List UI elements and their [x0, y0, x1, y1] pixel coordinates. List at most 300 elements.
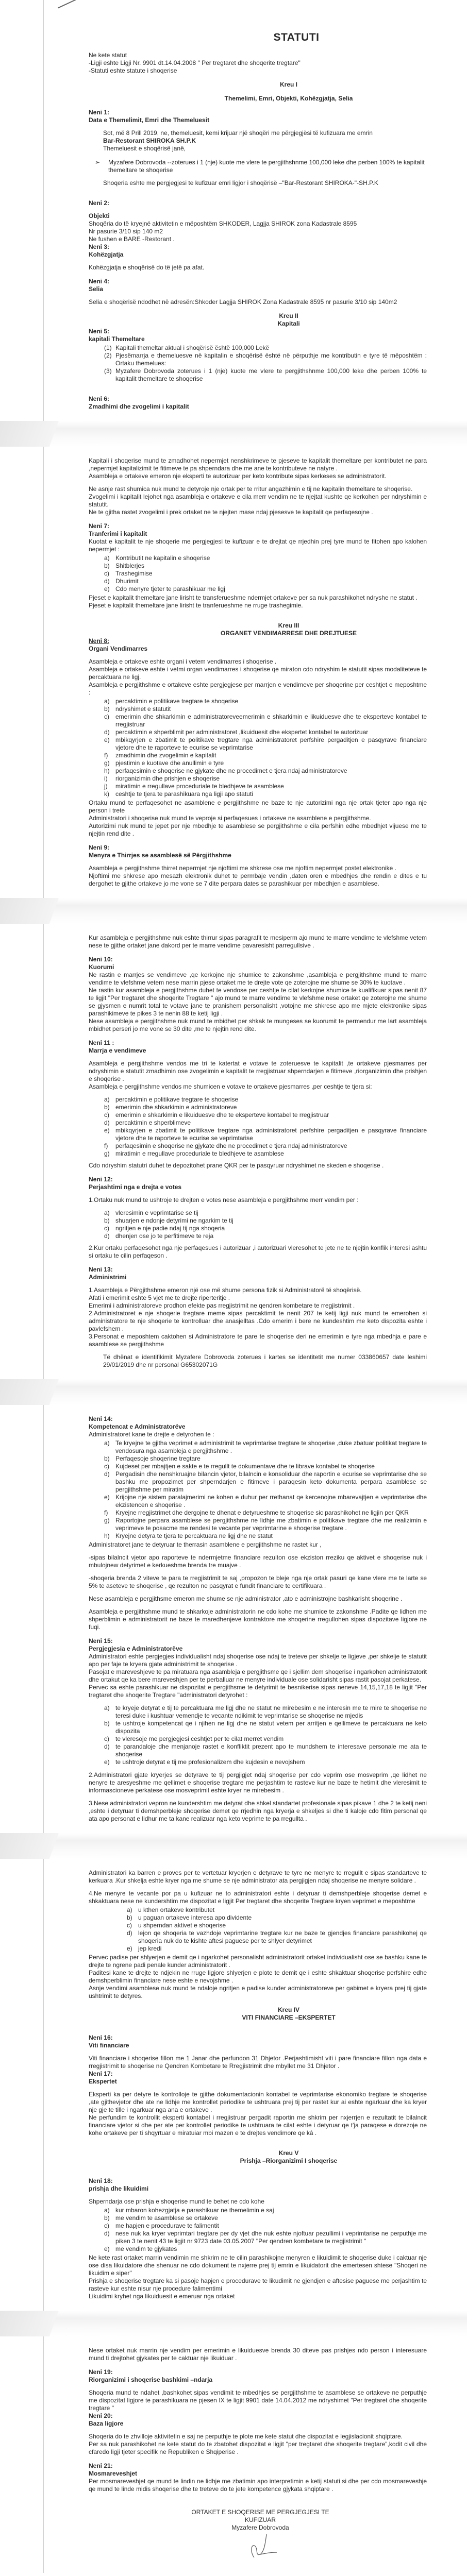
article-title: Kohëzgjatja [89, 251, 124, 258]
enumerated-list [89, 1209, 427, 1240]
signature-stroke [252, 2534, 277, 2557]
list-marker: c) [104, 570, 109, 577]
article-title: Objekti [89, 212, 110, 219]
paragraph: Selia e shoqërisë ndodhet në adresën:Shkoder Lagjja SHIROK Zona Kadastrale 8595 nr pasurie 3/10 sip 140m2 [89, 298, 397, 306]
page-5 [89, 1859, 427, 2311]
paragraph: Kohëzgjatja e shoqërisë do të jetë pa afat. [89, 264, 205, 271]
list-item [89, 562, 427, 570]
article-number: Neni 14: [89, 1415, 113, 1422]
page-break [0, 1379, 467, 1405]
list-item-text: percaktimin e shperblimit per administratoret ,likuiduesit dhe ekspertet kontabel te autorizuar [115, 728, 369, 736]
paragraph: Kapitali i shoqerise mund te zmadhohet nepermjet nenshkrimeve te pjeseve te kapitalit themeltare per kontributet ne para ,nepermjet kapitalizimit te fitimeve te pa shperndara dhe me ane te kontributeve ne natyre . [89, 457, 427, 472]
article-number: Neni 11 : [89, 1039, 114, 1046]
enumerated-list [89, 2207, 427, 2253]
list-item [89, 1119, 427, 1127]
list-item-text: Pjesëmarrja e themeluesve në kapitalin e shoqërisë është në përputhje me kontributin e tyre të mëposhtëm : Ortaku themelues: [115, 352, 427, 367]
paragraph: Autorizimi nuk mund te jepet per nje mbedhje te asamblese se pergjithshme e cila perfshin edhe mbedhjet vijuese me te njejtin rend dite . [89, 822, 427, 837]
article-heading [89, 2368, 427, 2384]
handwritten-signature [240, 2532, 281, 2563]
list-item-text: Kontributit ne kapitalin e shoqerise [115, 554, 210, 562]
article-title: Pergjegjesia e Administratorëve [89, 1645, 183, 1652]
list-marker: f) [104, 1142, 108, 1149]
paragraph: Pjeset e kapitalit themeltare jane lirisht te transferueshme ndermjet ortakeve per sa nuk parashikohet ndryshe ne statut . [89, 594, 418, 601]
list-item-text: vleresimin e veprimtarise se tij [115, 1209, 198, 1216]
paragraph: Ne kete statut [89, 52, 127, 59]
paragraph: Ne kete rast ortaket marrin vendimin me shkrim ne te cilin parashikojne menyren e likuidimit te shoqerise duke i caktuar nje ose disa likuidatore dhe shenuar ne cdo dokument te nxjerre prej tij emrin e likuidatorit dhe emertesen shtese "Shoqeri ne likuidim e siper" [89, 2254, 427, 2277]
article-title: Tranferimi i kapitalit [89, 530, 147, 537]
article-title: prishja dhe likuidimi [89, 2185, 149, 2192]
list-marker: a) [104, 1439, 110, 1447]
article-title: Administrimi [89, 1274, 127, 1281]
article-number: Neni 6: [89, 395, 110, 402]
paragraph: Të dhënat e identifikimit Myzafere Dobrovoda zoterues i kartes se identitetit me numer 033860657 date leshimi 29/01/2019 dhe nr personal G65302071G [103, 1353, 427, 1368]
list-item [89, 1704, 427, 1720]
list-item [89, 1906, 427, 1914]
paragraph: 4.Ne menyre te vecante por pa u kufizuar ne to administratori eshte i detyruar ti demshperbleje shoqerise demet e shkaktuara nese ne kundershtim me dispozitat e ligjit Per tregtaret dhe shoqerite Tregtare kryen veprimet e meposhtme [89, 1890, 427, 1905]
list-marker: b) [104, 1217, 110, 1224]
paragraph: Emerimi i administratoreve prodhon efekte pas rregjistrimit ne qendren kombetare te rregjistrimit . [89, 1302, 355, 1309]
scan-page-edge [43, 0, 44, 2573]
paragraph: Eksperti ka per detyre te kontrolloje te gjithe dokumentacionin kontabel te veprimtarise ekonomiko tregtare te shoqerise ,ate gjithevjetor dhe ate ne lidhje me kontrollet periodike te ushtruara prej tij per rastet kur ai eshte ngarkuar dhe ka kryer nje gje te tille i ngarkuar nga ana e ortakeve . [89, 2091, 427, 2113]
list-item-text: mbikqyrjen e zbatimit te politikave tregtare nga administratoret perfshire pergaditjen e pasqyrave financiare vjetore dhe te raporteve te ecurise se veprimtarise [115, 1127, 427, 1142]
list-marker: f) [104, 752, 108, 759]
article-title: Marrja e vendimeve [89, 1047, 146, 1054]
list-item [89, 1720, 427, 1735]
list-item-text: ceshtje te tjera te parashikuara nga ligji apo statuti [115, 790, 253, 798]
list-item [89, 1104, 427, 1111]
article-heading [89, 844, 427, 859]
article-title: Perjashtimi nga e drejta e votes [89, 1183, 182, 1191]
list-marker: a) [104, 698, 110, 705]
list-marker: b) [104, 2214, 110, 2222]
list-item-text: emerimin e shkarkimin e likuiduesve dhe te eksperteve kontabel te rregjistruar [115, 1111, 329, 1118]
paragraph: Shoqeria eshte me pergjegjesi te kufizuar emri ligjor i shoqërisë –"Bar-Restorant SHIROKA-"-SH.P.K [103, 179, 378, 187]
article-heading [89, 1176, 427, 1191]
list-marker: c) [104, 713, 109, 720]
list-item [89, 775, 427, 783]
paragraph: Sot, më 8 Prill 2019, ne, themeluesit, kemi krijuar një shoqëri me përgjegjësi të kufizuara me emrin [103, 129, 373, 137]
paragraph: -Ligji eshte Ligji Nr. 9901 dt.14.04.2008 " Per tregtaret dhe shoqerite tregtare" [89, 59, 301, 66]
article-heading [89, 2412, 427, 2428]
list-marker: d) [104, 1470, 110, 1478]
paragraph: Ortaku mund te perfaqesohet ne asamblene e pergjithshme ne baze te nje autorizimi nga nje ortak tjeter apo nga nje person i trete [89, 799, 427, 814]
page-break [0, 2311, 467, 2336]
paragraph: Shperndarja ose prishja e shoqerise mund te behet ne cdo kohe [89, 2198, 264, 2205]
article-number: Neni 16: [89, 2034, 113, 2041]
list-marker: e) [104, 736, 110, 743]
list-item-text: u kthen ortakeve kontributet [138, 1906, 215, 1913]
list-item-text: Raportojne perpara asamblese se pergjithshme ne lidhje me zbatimin e politikave tregtare dhe me realizimin e veprimeve te posacme me rendesi te vecante per veprimtarine e shoqerise tregtare . [115, 1517, 427, 1532]
list-marker: b) [104, 562, 110, 569]
list-marker: (1) [104, 344, 112, 351]
chapter-heading: Kreu IV [277, 2006, 299, 2013]
paragraph: Asnje vendimi asamblese nuk mund te ndaloje ngritjen e padise kunder administratoreve per gabimet e kryera prej tij gjate ushtrimit te detyres. [89, 1985, 427, 1999]
list-marker: b) [104, 1104, 110, 1111]
enumerated-list [89, 698, 427, 798]
list-item [89, 1142, 427, 1150]
list-item [89, 1111, 427, 1119]
list-item-text: Cdo menyre tjeter te parashikuar me ligj [115, 585, 225, 592]
article-heading [89, 395, 427, 411]
list-marker: e) [104, 1127, 110, 1134]
list-item [89, 344, 427, 352]
list-item-text: ngritjen e nje padie ndaj tij nga shoqeria [115, 1225, 225, 1232]
signature-heading: ORTAKET E SHOQERISE ME PERGJEGJESI TE KUFIZUAR [191, 2509, 329, 2523]
article-title: Mosmareveshjet [89, 2470, 138, 2477]
paragraph: Nese ortaket nuk marrin nje vendim per emerimin e likuiduesve brenda 30 diteve pas prishjes ndo person i interesuare mund ti drejtohet gjykates per te caktuar nje likuiduar . [89, 2347, 427, 2362]
paragraph: Nese asambleja e pergjithsme emeron me shume se nje administrator ,ato e administrojne bashkarisht shoqerine . [89, 1595, 403, 1602]
list-item [89, 728, 427, 736]
list-marker: d) [104, 728, 110, 736]
list-item-text: Kryejne rregjistrimet dhe dergojne te dhenat e detyrueshme te shoqerise sic parashikohet ne ligjin per QKR [115, 1509, 409, 1516]
list-item-text: Dhurimit [115, 578, 139, 585]
list-item [89, 790, 427, 798]
list-item-text: kur mbaron kohezgjatja e parashikuar ne themelimin e saj [115, 2207, 274, 2214]
paragraph: Asambleja e pergjithshme e ortakeve eshte pergjegjese per marrjen e vendimeve per shoqerine per ceshtjet e meposhtme : [89, 681, 427, 696]
list-marker: (3) [104, 367, 112, 375]
list-item-text: ndryshimet e statutit [115, 705, 171, 713]
article-number: Neni 19: [89, 2368, 113, 2376]
article-number: Neni 1: [89, 109, 110, 116]
article-heading [89, 637, 427, 653]
list-marker: c) [104, 1463, 109, 1470]
list-marker: (2) [104, 352, 112, 359]
article-number: Neni 9: [89, 844, 110, 851]
article-title: Riorganizimi i shoqerise bashkimi –ndarja [89, 2376, 213, 2383]
article-heading [89, 1637, 427, 1653]
page-break [0, 1833, 467, 1859]
list-item-text: u paguan ortakeve interesa apo dividente [138, 1914, 252, 1921]
list-item [89, 1743, 427, 1758]
article-heading [89, 1266, 427, 1281]
paragraph: Ne rastin e marrjes se vendimeve ,qe kerkojne nje shumice te zakonshme ,asambleja e pergjithshme mund te marre vendime te vlefshme vetem nese marrin pjese ortaket me te drejte vote qe zoterojne me shume se 30% te kuotave . [89, 971, 427, 986]
list-item-text: me vendim te gjykates [115, 2245, 177, 2252]
list-marker: a) [127, 1906, 132, 1913]
list-marker: f) [104, 1509, 108, 1516]
list-item [89, 1209, 427, 1217]
list-marker: c) [104, 1735, 109, 1742]
list-item-text: lejon qe shoqeria te vazhdoje veprimtarine tregtare kur ne baze te gjendjes financiare parashikohej qe shoqeria nuk do te kishte aftesi paguese per te shlyer detyrimet [138, 1929, 427, 1944]
list-item [89, 554, 427, 562]
enumerated-list [89, 1439, 427, 1540]
list-item [89, 1494, 427, 1509]
list-item [89, 1517, 427, 1532]
article-title: Kompetencat e Administratorëve [89, 1423, 186, 1430]
article-heading [89, 2462, 427, 2478]
article-title: Data e Themelimit, Emri dhe Themeluesit [89, 116, 210, 124]
paragraph: 1.Asambleja e Përgjithshme emeron një ose më shume persona fizik si Administratorë të shoqërisë. [89, 1286, 362, 1294]
list-item [89, 2230, 427, 2245]
list-item [89, 1922, 427, 1929]
list-marker: j) [104, 783, 108, 790]
article-heading [89, 2034, 427, 2049]
paragraph: Afati i emerimit eshte 5 vjet me te drejte riperteritje . [89, 1294, 230, 1301]
list-item-text: me hapjen e procedurave te falimentit [115, 2222, 219, 2229]
page-break [0, 898, 467, 924]
paragraph: Pervec sa eshte parashikuar ne dispozitat e pergjithsme te detyrimit te besnikerise sipas neneve 14,15,17,18 te ligjit "Per tregtaret dhe shoqerite Tregtare "administratori detyrohet : [89, 1684, 427, 1699]
paragraph: 2.Administratori gjate kryerjes se detyrave te tij pergjigjet ndaj shoqerise per cdo veprim ose mosveprim ,qe lidhet ne nenyre te aresyeshme me qellimet e shoqerise tregtare me perjashtim te rasteve kur ne baze te hetimit dhe vleresimit te informascioneve perkatese ose mosveprimit eshte kryer ne mirebesim . [89, 1771, 427, 1794]
list-marker: h) [104, 767, 110, 774]
paragraph: Shoqeria do te zhvilloje aktivitetin e saj ne perputhje te plote me kete statut dhe dispozitat e legjislacionit shqiptare. [89, 2433, 403, 2440]
list-marker: k) [104, 790, 109, 798]
list-item-text: u shperndan aktivet e shoqerise [138, 1922, 226, 1929]
list-item-text: miratimin e rregullave proceduriale te bledhjeve te asamblese [115, 1150, 284, 1157]
list-marker: d) [127, 1929, 132, 1937]
page-6 [89, 2336, 427, 2573]
paragraph: Per mosmareveshjet qe mund te lindin ne lidhje me zbatimin apo interpretimin e ketij statuti si dhe per cdo mosmareveshje qe mund te linde midis shoqerise dhe te treteve do te jete kompetence gjykata shqiptare . [89, 2478, 427, 2493]
list-marker: b) [104, 1720, 110, 1727]
list-item-text: shuarjen e ndonje detyrimi ne ngarkim te tij [115, 1217, 233, 1224]
list-item [89, 1735, 427, 1743]
article-number: Neni 21: [89, 2462, 113, 2469]
list-item-text: Pergadisin dhe nenshkruajne bilancin vjetor, bilalncin e konsoliduar dhe raportin e ecurise se veprimtarise dhe se bashku me propozimet per shperndarjen e fitimeve i paraqesin keto dokumenta perpara asamblese se pergjithshme per miratim [115, 1470, 427, 1493]
list-marker: a) [104, 2207, 110, 2214]
paragraph: Nese asambleja e pergjithshme nuk mund te mbidhet per shkak te mungeses se kuorumit te permendur me lart asambleja mbidhet perseri jo me vone se 30 dite ,me te njejtin rend dite. [89, 1018, 427, 1032]
list-item-text: percaktimin e shperblimeve [115, 1119, 191, 1126]
document-title: STATUTI [273, 31, 320, 43]
list-item [89, 1096, 427, 1104]
article-number: Neni 4: [89, 278, 110, 285]
article-heading [89, 2070, 427, 2086]
article-title: Kuorumi [89, 963, 114, 971]
paragraph: Pasojat e mareveshjeve te pa miratuara nga asambleja e pergjithsme qe i sjellim dem shoqerise i ngarkohen administratorit dhe ortakut qe ka bere mareveshjen per te perballuar ne menyre individuale ose solidarisht sipas rastit pasojat perkatese. [89, 1668, 427, 1683]
paragraph: Asambleja e ortakeve eshte i vetmi organ vendimarres i shoqerise qe miraton cdo ndryshim te statutit sipas modaliteteve te percaktuara ne ligj. [89, 666, 427, 681]
list-item [89, 1455, 427, 1463]
paragraph: 2.Administratoret e nje shoqerie tregtare meme sipas percaktimit te nenit 207 te ketij ligji nuk mund te emerohen si administratore te nje shoqerie te kontrolluar dhe anasjelltas .Cdo emerim i bere ne kundeshtim me keto dispozita eshte i pavlefshem . [89, 1310, 427, 1332]
paragraph: Shoqëria do të kryejnë aktivitetin e mëposhtëm SHKODER, Lagjja SHIROK zona Kadastrale 8595 [89, 220, 357, 227]
arrow-bullet-icon: ➢ [95, 159, 101, 166]
paragraph: Prishja e shoqerise tregtare ka si pasoje hapjen e procedurave te likudimit ne gjendjen e aftesise paguese me perjashtim te rasteve kur eshte nisur nje procedure falimentimi [89, 2277, 427, 2292]
list-marker: c) [104, 2222, 109, 2229]
paragraph: Asambleja e pergjithshme vendos me shumicen e votave te ortakeve pjesmarres ,per ceshtje te tjera si: [89, 1083, 372, 1090]
list-item-text: riorganizimin dhe prishjen e shoqerise [115, 775, 220, 782]
article-number: Neni 2: [89, 199, 110, 207]
paragraph: Pervec padise per shlyerjen e demit qe i ngarkohet personalisht administratorit ortaket individualisht ose se bashku kane te drejte te ngrene padi penale kunder administratorit . [89, 1954, 427, 1969]
enumerated-list [89, 344, 427, 383]
list-item [89, 1532, 427, 1540]
article-number: Neni 20: [89, 2412, 113, 2419]
list-marker: a) [104, 1704, 110, 1711]
paragraph: -Statuti eshte statute i shoqerise [89, 67, 177, 74]
list-item-text: perfaqesimin e shoqerise ne gjykate dhe ne procedimet e tjera ndaj administratoreve [115, 1142, 347, 1149]
article-number: Neni 18: [89, 2177, 113, 2184]
list-item [89, 1217, 427, 1225]
signature-block [175, 2509, 345, 2563]
list-item-text: Krijojne nje sistem paralajmerimi ne kohen e duhur per rrethanat qe kercenojne mbarevajtjen e veprimtarise dhe ekzistencen e shoqerise . [115, 1494, 427, 1509]
list-marker: e) [127, 1945, 132, 1952]
page-3 [89, 924, 427, 1379]
paragraph: Administratoret kane te drejte e detyrohen te : [89, 1431, 214, 1438]
list-item-text: miratimin e rregullave proceduriale te bledhjeve te asamblese [115, 783, 284, 790]
list-marker: c) [127, 1922, 132, 1929]
article-number: Neni 13: [89, 1266, 113, 1273]
paragraph: Zvogelimi i kapitalit lejohet nga asambleja e ortakeve e cila merr vendim ne te njejtat kushte qe kerkohen per ndryshimin e statutit. [89, 493, 427, 508]
enumerated-list [89, 1096, 427, 1158]
signatory-name: Myzafere Dobrovoda [231, 2524, 289, 2531]
list-item [89, 1914, 427, 1922]
list-item [89, 767, 427, 775]
list-item-text: te ushtroje kompetencat qe i njihen ne ligj dhe ne statut vetem per arritjen e qellimeve te percaktuara ne keto dispozita [115, 1720, 427, 1735]
article-number: Neni 15: [89, 1637, 113, 1645]
paragraph: Nr pasurie 3/10 sip 140 m2 [89, 228, 163, 235]
chapter-heading: Themelimi, Emri, Objekti, Kohëzgjatja, Selia [224, 95, 353, 102]
page-break [0, 421, 467, 447]
list-item [89, 585, 427, 593]
list-item [89, 352, 427, 367]
paragraph: 1.Ortaku nuk mund te ushtroje te drejten e votes nese asambleja e pergjithshme merr vendim per : [89, 1196, 359, 1204]
list-item [89, 705, 427, 713]
list-marker: e) [104, 2245, 110, 2252]
list-item-text: perfaqesimin e shoqerise ne gjykate dhe ne procedimet e tjera ndaj administratoreve [115, 767, 347, 774]
article-heading [89, 278, 427, 293]
list-item [89, 2214, 427, 2222]
paragraph: Asambleja e pergjithshme thirret nepermjet nje njoftimi me shkrese ose me njoftim nepermjet postet elektronike . [89, 865, 396, 872]
paragraph: Viti financiare i shoqerise fillon me 1 Janar dhe perfundon 31 Dhjetor .Perjashtimisht viti i pare financiare fillon nga data e rregjistrimit te shoqerise ne Qendren Kombetare te Rregjistrimit dhe mbyllet me 31 Dhjetor . [89, 2055, 427, 2070]
paragraph: Administratori ka barren e proves per te vertetuar kryerjen e detyrave te tyre ne menyre te rregullt e sipas standarteve te kerkuara .Kur shkelja eshte kryer nga me shume se nje administrator ata pergjigjen ndaj shoqerise ne menyre solidare . [89, 1869, 427, 1884]
paragraph: Ne fushen e BARE -Restorant . [89, 235, 175, 243]
page-4 [89, 1405, 427, 1833]
list-marker: h) [104, 1532, 110, 1539]
chapter-heading: Kreu V [278, 2149, 299, 2157]
list-item-text: nese nuk ka kryer veprimtari tregtare per dy vjet dhe nuk eshte njoftuar pezullimi i veprimtarise ne perputhje me piken 3 te nenit 43 te ligjit nr 9723 date 03.05.2007 "Per qendren kombetare te rregjistrimit " [115, 2230, 427, 2245]
list-item [89, 578, 427, 585]
list-item [89, 783, 427, 790]
list-marker: i) [104, 775, 108, 782]
list-marker: c) [104, 1111, 109, 1118]
paragraph: Cdo ndryshim statutri duhet te depozitohet prane QKR per te pasqyruar ndryshimet ne skeden e shoqerise . [89, 1162, 384, 1169]
paragraph: Asambleja e pergjithshme mund te shkarkoje administratorin ne cdo kohe me shumice te zakonshme .Padite qe lidhen me shperblimin e administratorit ne baze te maredhenjeve kontraktore me shoqerine rregullohen sipas dispozitave ligjore ne fuqi. [89, 1608, 427, 1631]
list-item [89, 1127, 427, 1142]
list-item-text: te ushtroje detyrat e tij me profesionalizem dhe kujdesin e nevojshem [115, 1758, 305, 1766]
list-item-text: emerimin dhe shkarkimin e administratoreveemerimin e shkarkimin e likuiduesve dhe te eksperteve kontabel te rregjistruar [115, 713, 427, 728]
chapter-heading: Kreu III [278, 622, 299, 629]
list-item [89, 1470, 427, 1494]
article-title: Zmadhimi dhe zvogelimi i kapitalit [89, 403, 189, 410]
article-number: Neni 7: [89, 522, 110, 530]
list-marker: e) [104, 585, 110, 592]
bullet-text: Myzafere Dobrovoda --zoterues i 1 (nje) kuote me vlere te pergjithshnme 100,000 leke dhe perben 100% te kapitalit themeltare te shoqerise [108, 159, 425, 174]
list-item [89, 736, 427, 752]
list-marker: c) [104, 1225, 109, 1232]
paragraph: -sipas bilalncit vjetor apo raporteve te ndermjetme financiare rezulton ose ekziston rreziku qe aktivet e shoqerise nuk i mbulojnew detyrimet e kerkueshme brenda tre muajve . [89, 1554, 427, 1569]
list-marker: b) [127, 1914, 132, 1921]
paragraph: 2.Kur ortaku perfaqesohet nga nje perfaqesues i autorizuar ,i autorizuari vleresohet te jete ne te njejtin konflik interesi ashtu si ortaku te cilin perfaqeson . [89, 1244, 427, 1259]
chapter-heading: Prishja –Riorganizimi I shoqerise [240, 2157, 338, 2164]
article-heading [89, 522, 427, 538]
list-item [89, 2207, 427, 2214]
article-title: Ekspertet [89, 2078, 117, 2085]
list-marker: a) [104, 554, 110, 562]
paragraph: Ne rastin kur asambleja e pergjithshme duhet te vendose per ceshtje te cilat kerkojne shumice te kualifikuar sipas nenit 87 te ligjit "Per tregtaret dhe shoqerite Tregtare " ajo mund te marre vendime te vlefshme nese ortaket qe zoterojne me shume se gjysmen e numrit total te votave jane te pranishem personalisht ,votojne me shkrese apo me mjete elektronike sipas parashikimeve te pikes 3 te nenin 88 te ketij ligji . [89, 987, 427, 1017]
list-marker: b) [104, 1455, 110, 1462]
article-heading [89, 1415, 427, 1431]
list-item-text: Te kryejne te gjitha veprimet e administrimit te veprimtarise tregtare te shoqerise ,duke zbatuar politikat tregtare te vendosura nga asambleja e pergjithshme . [115, 1439, 427, 1454]
chapter-heading: VITI FINANCIARE –EKSPERTET [242, 2014, 336, 2021]
chapter-heading: ORGANET VENDIMARRESE DHE DREJTUESE [220, 630, 357, 637]
list-marker: e) [104, 1494, 110, 1501]
list-item-text: Perfaqesoje shoqerine tregtare [115, 1455, 201, 1462]
article-title: Menyra e Thirrjes se asamblesë së Përgjithshme [89, 852, 231, 859]
list-item [89, 1232, 427, 1240]
list-item [89, 759, 427, 767]
paragraph: Pjeset e kapitalit themeltare jane lirisht te tranferueshme ne rruge trashegimie. [89, 602, 303, 609]
list-marker: d) [104, 1232, 110, 1240]
list-item-text: te kryeje detyrat e tij te percaktuara me ligj dhe ne statut ne mirebesim e ne interesin me te mire te shoqerise ne teresi duke i kushtuar vemendje te vecante ndikimit te veprimtarise se shoqerise ne mjedis [115, 1704, 427, 1719]
list-item [89, 570, 427, 578]
paragraph: 3.Nese administratori vepron ne kundershtim me detyrat dhe shkel standartet profesionale sipas pikave 1 dhe 2 te ketij neni ,eshte i detyruar ti demshperbleje shoqerise demet qe rrjedhin nga kryerja e shkeljes si dhe ti kaloje cdo fitim personal qe ata apo personat e lidhur me ta kane realizuar nga keto veprime te pa rregullta . [89, 1800, 427, 1822]
paragraph: Likuidimi kryhet nga likuiduesit e emeruar nga ortaket [89, 2293, 235, 2300]
page-1 [89, 0, 427, 421]
list-item-text: emerimin dhe shkarkimin e administratoreve [115, 1104, 237, 1111]
article-heading [89, 1039, 427, 1055]
paragraph: Themeluesit e shoqërisë janë, [103, 145, 186, 152]
enumerated-list [89, 554, 427, 593]
paragraph: Ne te gjitha rastet zvogelimi i prek ortaket ne te njejten mase ndaj pjesesve te kapitalit qe perfaqesojne . [89, 509, 373, 516]
paragraph: Administratoret jane te detyruar te therrasin asamblene e pergjithshme ne rastet kur , [89, 1541, 322, 1548]
paragraph: Njoftimi me shkrese apo mesazh elektronik duhet te permbaje vendin ,daten oren e mbedhjes dhe rendin e dites e tu dergohet te gjithe ortakeve jo me vone se 7 dite perpara dates se parashikuar per mbedhjen e asamblese. [89, 872, 427, 887]
list-item-text: percaktimin e politikave tregtare te shoqerise [115, 1096, 239, 1103]
list-item [89, 713, 427, 728]
list-item-text: zmadhimin dhe zvogelimin e kapitalit [115, 752, 216, 759]
list-item-text: me vendim te asamblese se ortakeve [115, 2214, 218, 2222]
list-item [89, 1463, 427, 1470]
article-number: Neni 5: [89, 328, 110, 335]
article-title: Viti financiare [89, 2042, 129, 2049]
list-marker: d) [104, 1743, 110, 1750]
article-heading [89, 243, 427, 259]
bullet-item [95, 159, 427, 174]
list-marker: g) [104, 1517, 110, 1524]
article-heading [89, 2177, 427, 2193]
article-title: Selia [89, 285, 104, 293]
list-marker: a) [104, 1096, 110, 1103]
paragraph: Ne asnje rast shumica nuk mund te detyroje nje ortak per te rritur angazhimin e tij ne kapitalin themeltare te shoqerise. [89, 485, 413, 493]
article-heading [89, 956, 427, 971]
list-marker: g) [104, 1150, 110, 1157]
paragraph: Kuotat e kapitalit te nje shoqerie me pergjegjesi te kufizuar e te drejtat qe rrjedhin prej tyre mund te fitohen apo kalohen nepermjet : [89, 538, 427, 553]
article-heading [89, 199, 427, 220]
chapter-heading: Kreu II [279, 312, 298, 319]
list-item [89, 1439, 427, 1455]
list-marker: a) [104, 1209, 110, 1216]
list-item [89, 1509, 427, 1517]
list-item [89, 1150, 427, 1158]
enumerated-list [89, 1906, 427, 1953]
paragraph: Kur asambleja e pergjithshme nuk eshte thirrur sipas paragrafit te mesiperm ajo mund te marre vendime te vlefshme vetem nese te gjithe ortaket jane dakord per te marre vendime pavaresisht parregullsive . [89, 934, 427, 949]
list-item [89, 367, 427, 383]
paragraph: -shoqeria brenda 2 viteve te para te rregjistrimit te saj ,propozon te bleje nga nje ortak pasuri qe kane vlere me te larte se 5% te aseteve te shoqerise , qe rezulton ne pasqyrat e fundit financiare te certifikuara . [89, 1574, 427, 1589]
list-item-text: Kujdeset per mbajtjen e sakte e te rregullt te dokumentave dhe te librave kontabel te shoqerise [115, 1463, 375, 1470]
staple-mark [58, 0, 81, 8]
list-item [89, 1929, 427, 1945]
list-marker: d) [104, 2230, 110, 2237]
list-item-text: pjestimin e kuotave dhe anullimin e tyre [115, 759, 224, 767]
list-item [89, 1225, 427, 1232]
list-item-text: dhenjen ose jo te perfitimeve te reja [115, 1232, 214, 1240]
paragraph: Ne perfundim te kontrollit eksperti kontabel i rregjistruar pergadit raportin me shkrim per nxjerrjen e rezultatit te bilalncit financiare vjetor si dhe per ate per kontrollet periodike te ushtruara te cilat eshte i detyruar qe t'ja paraqese e dorezoje ne kohe ortakeve per ti shqyrtuar e miratuiar mbi mazen e te drejtes vendimore qe kâ . [89, 2114, 427, 2137]
enumerated-list [89, 1704, 427, 1766]
article-title: Organi Vendimarres [89, 645, 148, 652]
article-heading [89, 328, 427, 343]
list-item-text: Trashegimise [115, 570, 153, 577]
paragraph: Administratori i shoqerise nuk mund te veproje si perfaqesues i ortakeve ne asamblene e pergjithshme. [89, 815, 371, 822]
list-item [89, 2222, 427, 2230]
list-item [89, 1945, 427, 1953]
list-item-text: percaktimin e politikave tregtare te shoqerise [115, 698, 239, 705]
list-item-text: mbikqyrjen e zbatimit te politikave tregtare nga administratoret perfshire pergaditjen e pasqyrave financiare vjetore dhe te raporteve te ecurise se veprimtarise [115, 736, 427, 751]
list-marker: g) [104, 759, 110, 767]
article-heading [89, 109, 427, 124]
